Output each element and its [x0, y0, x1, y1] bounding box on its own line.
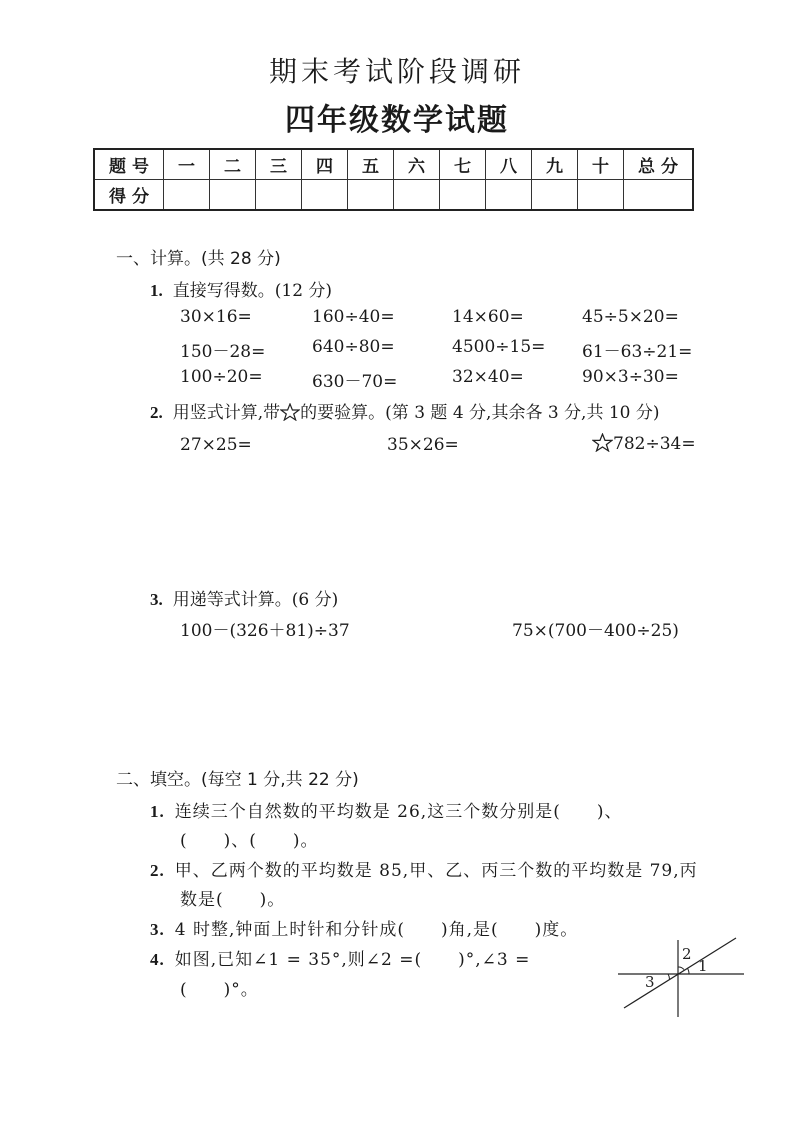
star-icon: [592, 433, 613, 452]
s2-q1-line1: [150, 797, 622, 822]
vertical-calc-item: 35×26=: [387, 435, 459, 455]
mental-math-item: 150－28=: [180, 342, 266, 362]
angle-figure: [612, 932, 747, 1022]
mental-math-item: 45÷5×20=: [582, 307, 679, 327]
mental-math-item: 4500÷15=: [452, 337, 546, 357]
score-col-header: 十: [578, 149, 624, 180]
mental-math-item: 160÷40=: [312, 307, 395, 327]
score-cell[interactable]: [394, 180, 440, 211]
section1-heading: 一、计算。(共 28 分): [116, 249, 281, 269]
angle-label-1: 1: [698, 957, 708, 975]
vertical-calc-expression: 782÷34=: [613, 434, 696, 454]
question-text-after: 的要验算。(第 3 题 4 分,其余各 3 分,共 10 分): [300, 403, 660, 423]
score-table-header-row: [94, 149, 693, 180]
question-number: 1.: [150, 281, 163, 300]
mental-math-item: 32×40=: [452, 367, 524, 387]
step-calc-item: 75×(700－400÷25): [512, 621, 679, 641]
question-number: 2.: [150, 403, 163, 422]
score-table-score-row: [94, 180, 693, 211]
exam-title-line2: 四年级数学试题: [285, 103, 509, 138]
mental-math-item: 30×16=: [180, 307, 252, 327]
score-col-header: 六: [394, 149, 440, 180]
question-number: 2.: [150, 861, 165, 880]
question-number: 3.: [150, 590, 163, 609]
score-col-header: 二: [210, 149, 256, 180]
angle-label-3: 3: [645, 973, 655, 991]
score-total-cell[interactable]: [624, 180, 694, 211]
score-cell[interactable]: [164, 180, 210, 211]
mental-math-item: 90×3÷30=: [582, 367, 679, 387]
score-cell[interactable]: [210, 180, 256, 211]
score-row-label: 题 号: [94, 149, 164, 180]
score-cell[interactable]: [486, 180, 532, 211]
score-col-header: 四: [302, 149, 348, 180]
step-calc-item: 100－(326＋81)÷37: [180, 621, 350, 641]
question-text: 甲、乙两个数的平均数是 85,甲、乙、丙三个数的平均数是 79,丙: [174, 861, 698, 881]
s2-q4-line2: ( )°。: [180, 980, 259, 1000]
question-text: 用递等式计算。(6 分): [172, 590, 339, 610]
score-col-header: 八: [486, 149, 532, 180]
mental-math-item: 61－63÷21=: [582, 342, 693, 362]
score-cell[interactable]: [578, 180, 624, 211]
score-col-header: 七: [440, 149, 486, 180]
score-cell[interactable]: [302, 180, 348, 211]
s1-q2: [150, 398, 660, 423]
score-col-header: 三: [256, 149, 302, 180]
question-text: 连续三个自然数的平均数是 26,这三个数分别是( )、: [174, 802, 623, 822]
score-row-label: 得 分: [94, 180, 164, 211]
vertical-calc-item-starred: [592, 433, 696, 454]
mental-math-item: 640÷80=: [312, 337, 395, 357]
score-col-header: 五: [348, 149, 394, 180]
score-total-header: 总 分: [624, 149, 694, 180]
s1-q3: [150, 585, 338, 610]
s2-q3-line1: [150, 915, 578, 940]
s1-q1: [150, 276, 332, 301]
angle-arc-2: [678, 967, 684, 970]
section2-heading: 二、填空。(每空 1 分,共 22 分): [116, 770, 359, 790]
score-cell[interactable]: [440, 180, 486, 211]
vertical-calc-item: 27×25=: [180, 435, 252, 455]
mental-math-item: 100÷20=: [180, 367, 263, 387]
angle-label-2: 2: [682, 945, 692, 963]
angle-arc-3: [668, 974, 670, 979]
slanted-line: [624, 938, 736, 1008]
question-text: 如图,已知∠1 = 35°,则∠2 =( )°,∠3 =: [174, 950, 531, 970]
score-table: [93, 148, 694, 211]
s2-q2-line2: 数是( )。: [180, 890, 286, 910]
score-cell[interactable]: [256, 180, 302, 211]
question-text: 直接写得数。(12 分): [172, 281, 333, 301]
score-col-header: 一: [164, 149, 210, 180]
s2-q1-line2: ( )、( )。: [180, 831, 319, 851]
question-number: 3.: [150, 920, 165, 939]
s2-q4-line1: [150, 945, 530, 970]
mental-math-item: 14×60=: [452, 307, 524, 327]
score-cell[interactable]: [532, 180, 578, 211]
angle-arc-1: [687, 968, 689, 974]
mental-math-item: 630－70=: [312, 372, 398, 392]
score-col-header: 九: [532, 149, 578, 180]
s2-q2-line1: [150, 856, 698, 881]
star-icon: [280, 403, 300, 421]
question-text-before: 用竖式计算,带: [172, 403, 281, 423]
score-cell[interactable]: [348, 180, 394, 211]
question-number: 1.: [150, 802, 165, 821]
question-text: 4 时整,钟面上时针和分针成( )角,是( )度。: [174, 920, 579, 940]
exam-title-line1: 期末考试阶段调研: [268, 55, 525, 88]
question-number: 4.: [150, 950, 165, 969]
